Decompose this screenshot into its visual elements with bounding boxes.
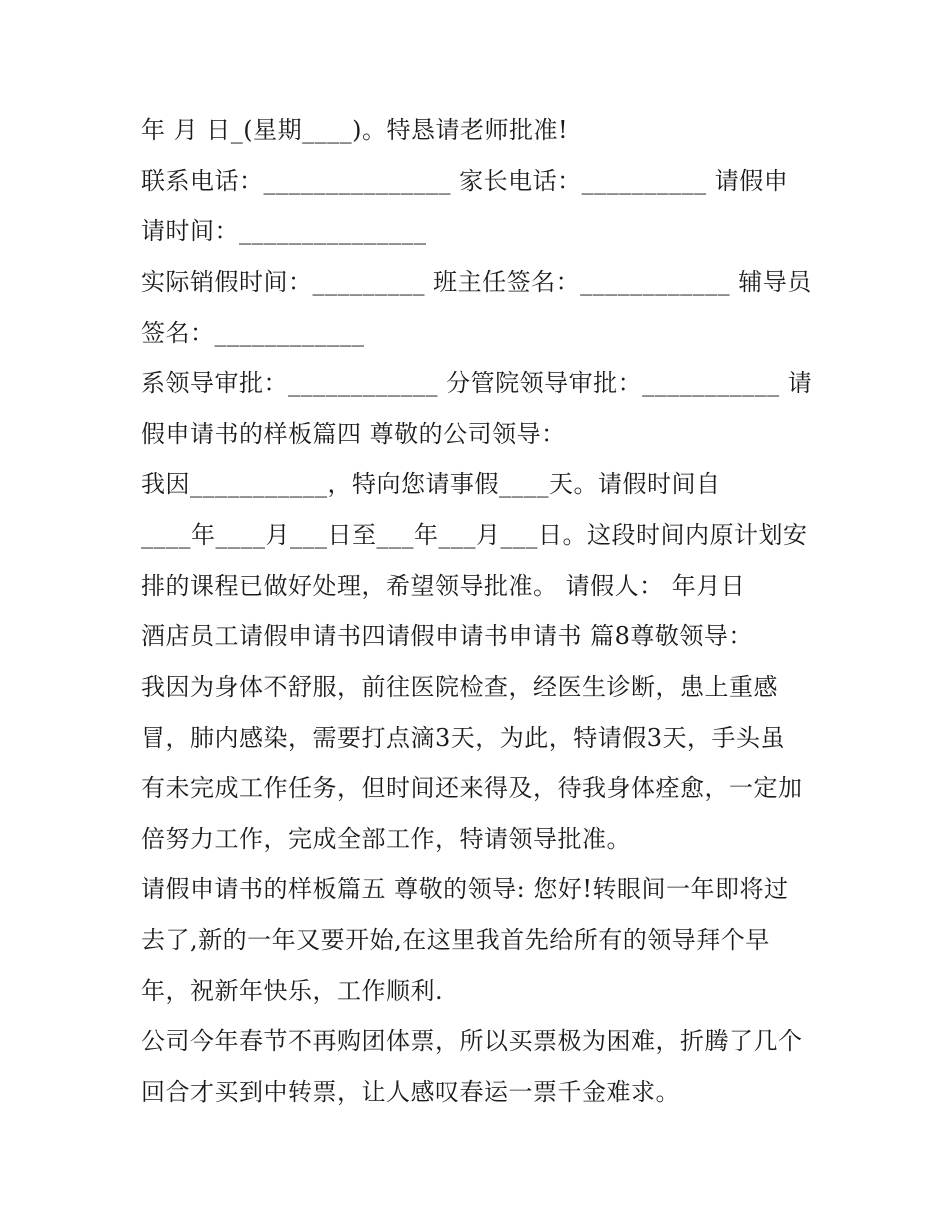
text-line: 年，祝新年快乐，工作顺利. bbox=[141, 977, 444, 1005]
text-line: 系领导审批：____________ 分管院领导审批：___________ 请 bbox=[141, 369, 813, 397]
text-line: 我因为身体不舒服，前往医院检查，经医生诊断，患上重感 bbox=[141, 673, 778, 701]
text-line: 去了,新的一年又要开始,在这里我首先给所有的领导拜个早 bbox=[141, 926, 770, 954]
text-line: ____年____月___日至___年___月___日。这段时间内原计划安 bbox=[141, 521, 808, 549]
text-line: 假申请书的样板篇四 尊敬的公司领导： bbox=[141, 420, 566, 448]
text-line: 有未完成工作任务，但时间还来得及，待我身体痊愈，一定加 bbox=[141, 774, 803, 802]
text-line: 排的课程已做好处理，希望领导批准。 请假人： 年月日 bbox=[141, 572, 746, 600]
text-line: 年 月 日_(星期____)。特恳请老师批准! bbox=[141, 116, 569, 144]
text-line: 冒，肺内感染，需要打点滴3天，为此，特请假3天，手头虽 bbox=[141, 724, 786, 752]
text-line: 请时间：_______________ bbox=[141, 217, 427, 245]
text-line: 联系电话：_______________ 家长电话：__________ 请假申 bbox=[141, 167, 789, 195]
text-line: 请假申请书的样板篇五 尊敬的领导: 您好!转眼间一年即将过 bbox=[141, 875, 789, 903]
text-line: 我因___________，特向您请事假____天。请假时间自 bbox=[141, 470, 721, 498]
text-line: 公司今年春节不再购团体票，所以买票极为困难，折腾了几个 bbox=[141, 1027, 803, 1055]
text-line: 酒店员工请假申请书四请假申请书申请书 篇8尊敬领导： bbox=[141, 622, 753, 650]
text-line: 回合才买到中转票，让人感叹春运一票千金难求。 bbox=[141, 1078, 680, 1106]
text-line: 倍努力工作，完成全部工作，特请领导批准。 bbox=[141, 825, 631, 853]
text-line: 签名：____________ bbox=[141, 319, 365, 347]
text-line: 实际销假时间：_________ 班主任签名：____________ 辅导员 bbox=[141, 268, 812, 296]
